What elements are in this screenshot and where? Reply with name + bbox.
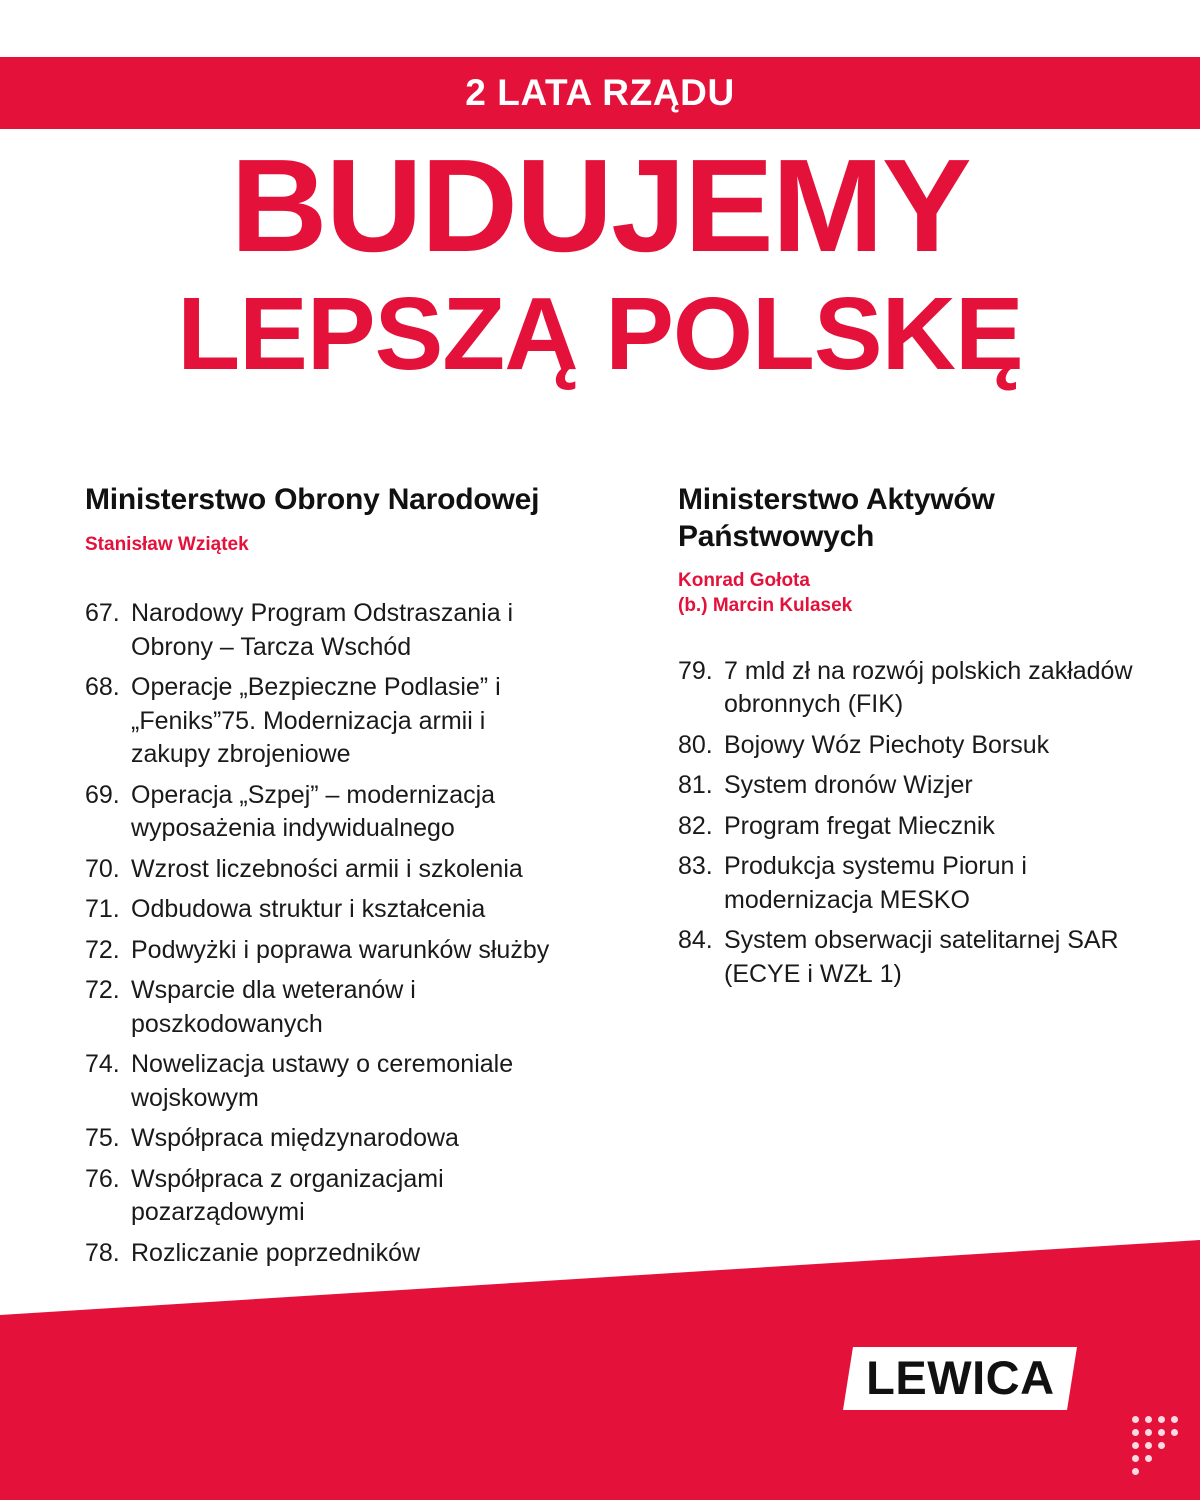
list-item-text: Nowelizacja ustawy o ceremoniale wojskowym (131, 1050, 514, 1112)
banner-text: 2 LATA RZĄDU (465, 72, 735, 113)
list-item-text: Współpraca międzynarodowa (131, 1124, 459, 1153)
list-item-text: Program fregat Miecznik (724, 811, 995, 840)
top-banner (0, 57, 1200, 129)
items-list (678, 655, 1170, 992)
list-item (85, 671, 570, 772)
list-item-text: 7 mld zł na rozwój polskich zakładów obronnych (FIK) (724, 656, 1133, 719)
list-item (678, 850, 1170, 917)
list-item (85, 853, 570, 887)
list-item (678, 924, 1170, 991)
list-item-number: 70. (85, 854, 120, 883)
list-item-number: 75. (85, 1124, 120, 1153)
list-item (85, 893, 570, 927)
list-item-text: Odbudowa struktur i kształcenia (131, 895, 486, 924)
list-item-number: 79. (678, 656, 713, 685)
list-item-text: Współpraca z organizacjami pozarządowymi (131, 1164, 444, 1227)
list-item (85, 1163, 570, 1230)
headline-line-1: BUDUJEMY (230, 132, 970, 279)
list-item-text: System dronów Wizjer (724, 771, 973, 800)
list-item (85, 974, 570, 1041)
list-item-number: 84. (678, 926, 713, 955)
content-columns (0, 482, 1200, 1277)
list-item-number: 71. (85, 895, 120, 924)
lewica-logo-text: LEWICA (865, 1351, 1055, 1404)
list-item-number: 74. (85, 1050, 120, 1079)
list-item (678, 769, 1170, 803)
column-ministry-aktywow-panstwowych (590, 482, 1200, 1277)
list-item (85, 779, 570, 846)
list-item (678, 729, 1170, 763)
list-item-number: 82. (678, 811, 713, 840)
ministry-title: Ministerstwo Obrony Narodowej (85, 483, 540, 516)
list-item (85, 1048, 570, 1115)
list-item-number: 72. (85, 976, 120, 1005)
items-list (85, 597, 570, 1270)
former-minister-name: (b.) Marcin Kulasek (678, 594, 853, 616)
list-item-number: 69. (85, 780, 120, 809)
list-item-number: 80. (678, 730, 713, 759)
lewica-logo (843, 1347, 1077, 1410)
headline (0, 132, 1200, 391)
column-ministry-obrony-narodowej (0, 482, 590, 1277)
list-item-text: Bojowy Wóz Piechoty Borsuk (724, 730, 1050, 759)
list-item (85, 1237, 570, 1271)
list-item (85, 1122, 570, 1156)
list-item-text: Operacje „Bezpieczne Podlasie” i „Feniks”75. Modernizacja armii i zakupy zbrojeniowe (131, 673, 501, 769)
list-item-text: Narodowy Program Odstraszania i Obrony – Tarcza Wschód (131, 599, 514, 661)
list-item (678, 655, 1170, 722)
list-item (678, 810, 1170, 844)
headline-line-2: LEPSZĄ POLSKĘ (177, 276, 1023, 391)
minister-name: Stanisław Wziątek (85, 533, 249, 555)
list-item-text: Podwyżki i poprawa warunków służby (131, 935, 550, 964)
list-item (85, 597, 570, 664)
list-item-number: 78. (85, 1238, 120, 1267)
minister-name: Konrad Gołota (678, 570, 810, 592)
list-item-number: 81. (678, 771, 713, 800)
list-item-text: Rozliczanie poprzedników (131, 1238, 421, 1267)
list-item-text: Produkcja systemu Piorun i modernizacja MESKO (724, 852, 1027, 914)
list-item-text: System obserwacji satelitarnej SAR (ECYE i WZŁ 1) (724, 926, 1119, 988)
list-item-text: Wzrost liczebności armii i szkolenia (131, 854, 523, 883)
list-item-number: 68. (85, 673, 120, 702)
list-item-number: 83. (678, 852, 713, 881)
list-item-text: Wsparcie dla weteranów i poszkodowanych (131, 976, 416, 1038)
list-item-number: 67. (85, 599, 120, 628)
list-item (85, 934, 570, 968)
list-item-number: 72. (85, 935, 120, 964)
ministry-title: Ministerstwo Aktywów Państwowych (678, 483, 995, 553)
list-item-text: Operacja „Szpej” – modernizacja wyposażenia indywidualnego (131, 780, 496, 843)
dot-pattern-decoration (1132, 1416, 1178, 1478)
list-item-number: 76. (85, 1164, 120, 1193)
